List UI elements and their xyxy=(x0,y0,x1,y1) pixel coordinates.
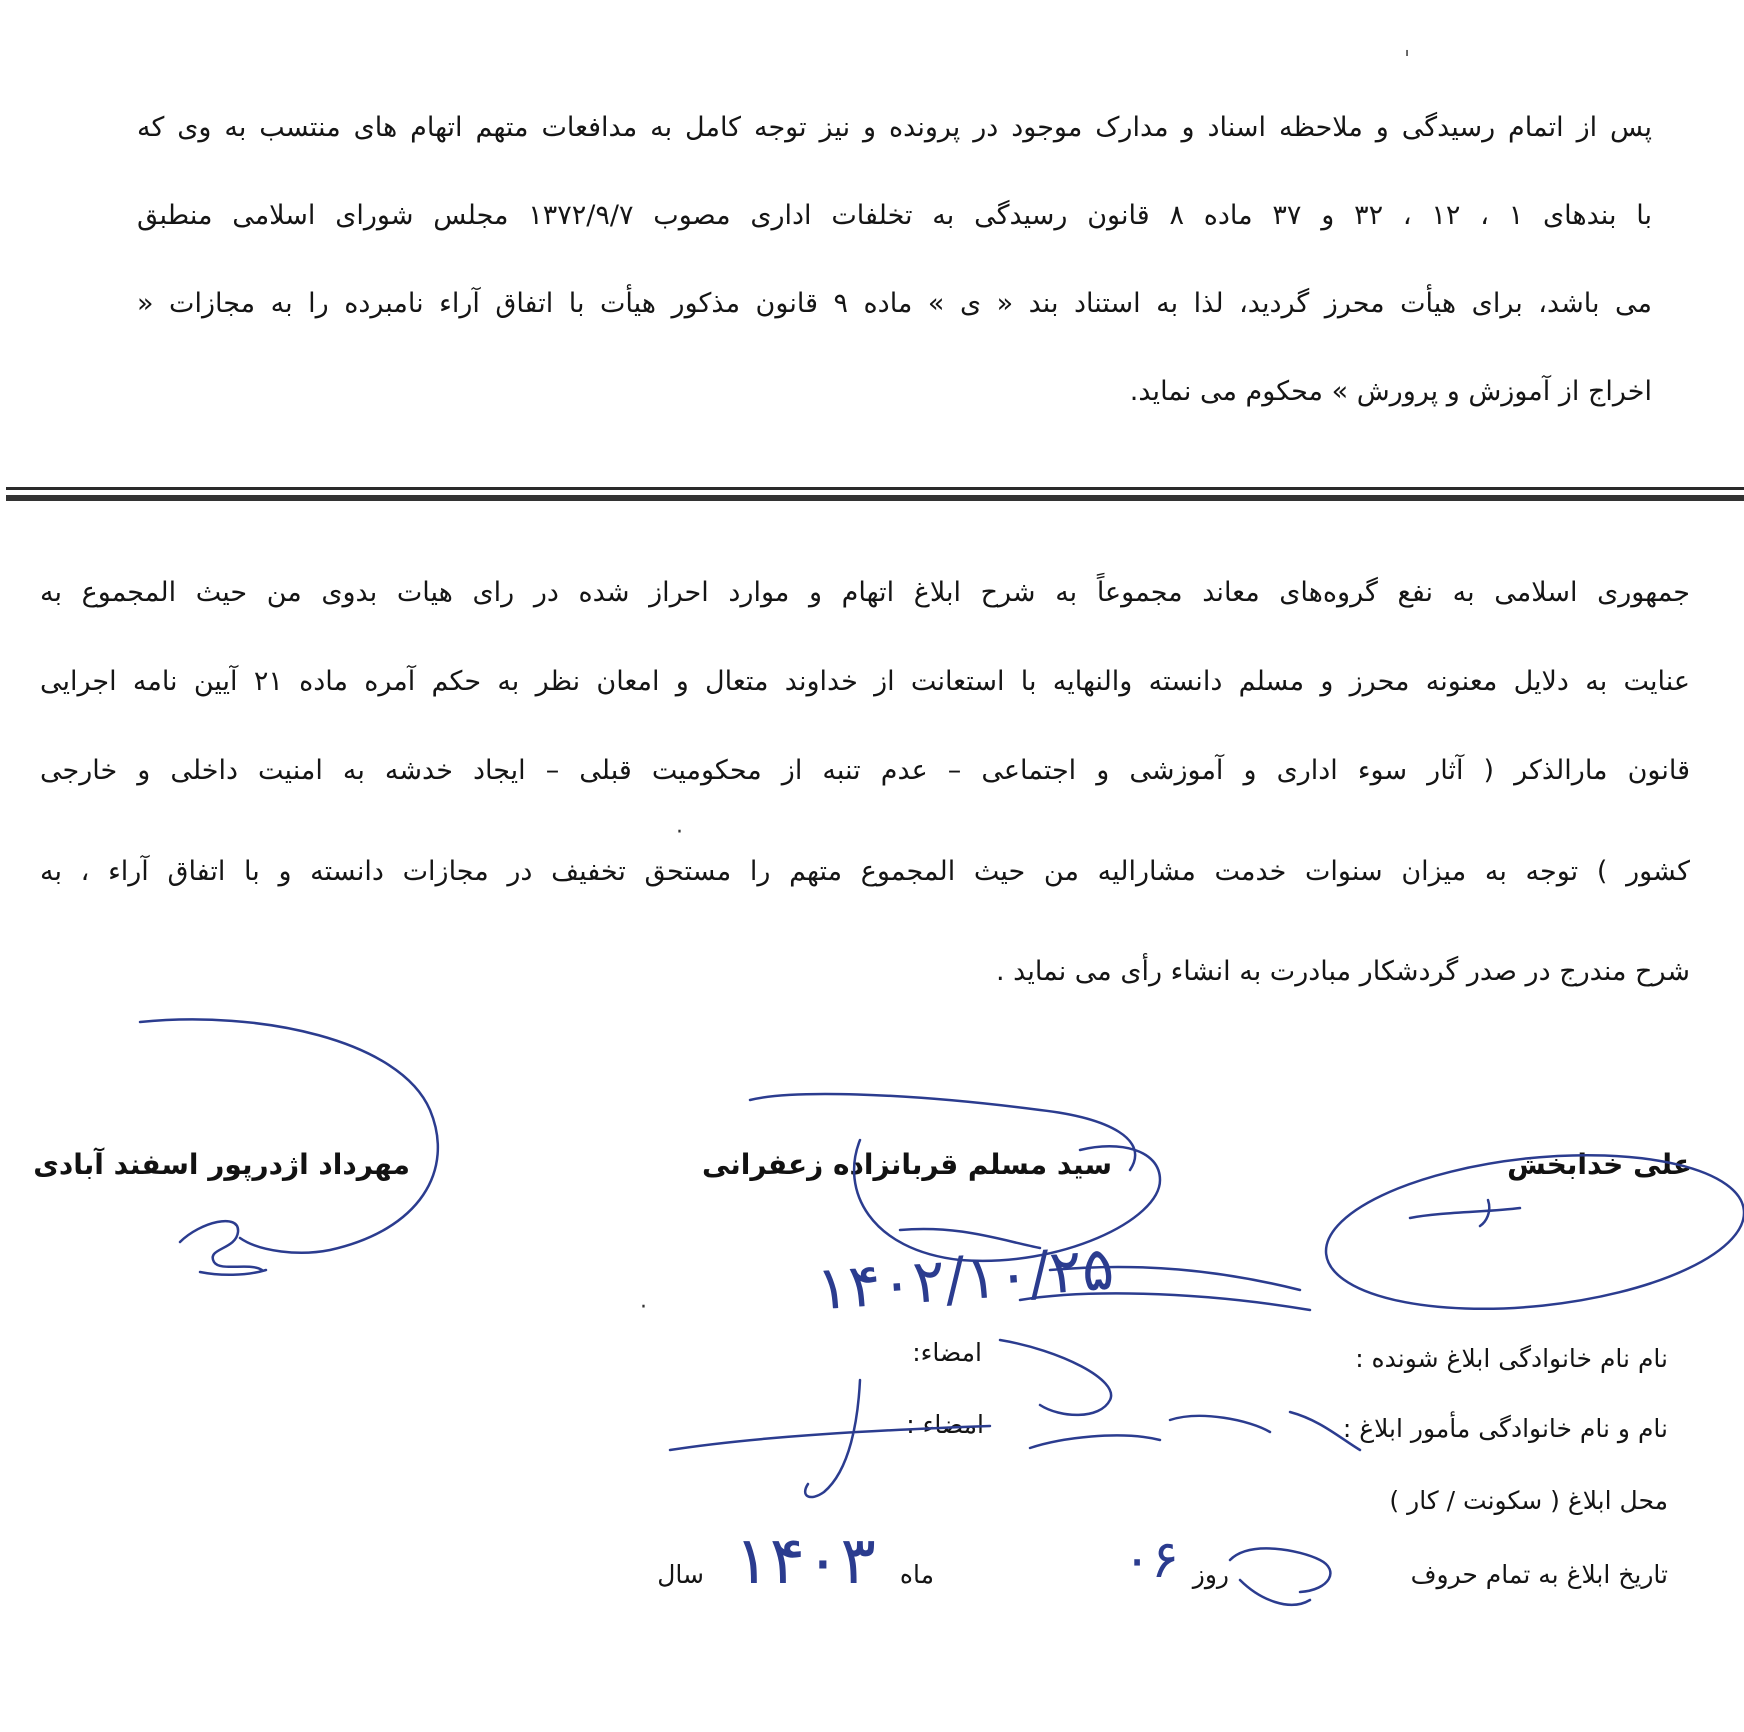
lower-line-2: عنایت به دلایل معنونه محرز و مسلم دانسته والنهایه با استعانت از خداوند متعال و امعان نظر به حکم آمره ماده ۲۱ آیین نامه اجرایی xyxy=(40,666,1690,697)
upper-line-1: پس از اتمام رسیدگی و ملاحظه اسناد و مدارک موجود در پرونده و نیز توجه کامل به مدافعات متهم اتهام های منتسب به وی که xyxy=(137,112,1652,143)
signature-officer-name xyxy=(1030,1412,1360,1450)
day-label: روز xyxy=(1192,1560,1229,1589)
scan-speck: ˈ xyxy=(1404,48,1411,73)
lower-line-1: جمهوری اسلامی به نفع گروه‌های معاند مجموعاً به شرح ابلاغ اتهام و موارد احراز شده در رای هیات بدوی من حیث المجموع به xyxy=(40,577,1690,608)
upper-line-2: با بندهای ۱ ، ۱۲ ، ۳۲ و ۳۷ ماده ۸ قانون رسیدگی به تخلفات اداری مصوب ۱۳۷۲/۹/۷ مجلس شورای اسلامی منطبق xyxy=(137,200,1652,231)
upper-line-4: اخراج از آموزش و پرورش » محکوم می نماید. xyxy=(1129,376,1652,407)
signature-loop-left xyxy=(140,1019,438,1252)
page-divider-thick xyxy=(6,495,1744,501)
recipient-signature-label: امضاء: xyxy=(912,1338,982,1367)
handwritten-day-scribble xyxy=(1230,1548,1330,1604)
date-label: تاریخ ابلاغ به تمام حروف xyxy=(1410,1560,1668,1589)
handwritten-day: ۰۶ xyxy=(1123,1530,1179,1590)
location-label: محل ابلاغ ( سکونت / کار ) xyxy=(1389,1486,1668,1515)
signatory-name-2: سید مسلم قربانزاده زعفرانی xyxy=(701,1148,1112,1181)
scan-dot: · xyxy=(676,820,683,845)
signature-mark-right xyxy=(1410,1200,1520,1226)
signatory-name-3: مهرداد اژدرپور اسفند آبادی xyxy=(33,1148,410,1181)
month-label: ماه xyxy=(899,1560,934,1589)
officer-signature-label: امضاء : xyxy=(906,1410,984,1439)
signatory-name-1: علی خدابخش xyxy=(1507,1148,1692,1181)
recipient-name-label: نام نام خانوادگی ابلاغ شونده : xyxy=(1355,1344,1668,1373)
officer-name-label: نام و نام خانوادگی مأمور ابلاغ : xyxy=(1342,1414,1668,1443)
signature-tail-middle xyxy=(1000,1340,1111,1415)
handwritten-date-top: ۱۴۰۲/۱۰/۲۵ xyxy=(813,1233,1117,1325)
lower-line-5: شرح مندرج در صدر گردشکار مبادرت به انشاء رأی می نماید . xyxy=(996,956,1690,987)
upper-line-3: می باشد، برای هیأت محرز گردید، لذا به استناد بند « ی » ماده ۹ قانون مذکور هیأت با اتفاق آراء نامبرده را به مجازات « xyxy=(137,288,1652,319)
handwritten-year: ۱۴۰۳ xyxy=(734,1522,876,1599)
page-divider-thin xyxy=(6,487,1744,490)
lower-line-4: کشور ) توجه به میزان سنوات خدمت مشارالیه من حیث المجموع متهم را مستحق تخفیف در مجازات دانسته و با اتفاق آراء ، به xyxy=(40,856,1690,887)
scan-dot-2: · xyxy=(640,1295,647,1320)
year-label: سال xyxy=(657,1560,704,1589)
signature-scribble-left xyxy=(180,1221,266,1275)
lower-line-3: قانون مارالذکر ( آثار سوء اداری و آموزشی و اجتماعی – عدم تنبه از محکومیت قبلی – ایجاد خدشه به امنیت داخلی و خارجی xyxy=(40,755,1690,786)
